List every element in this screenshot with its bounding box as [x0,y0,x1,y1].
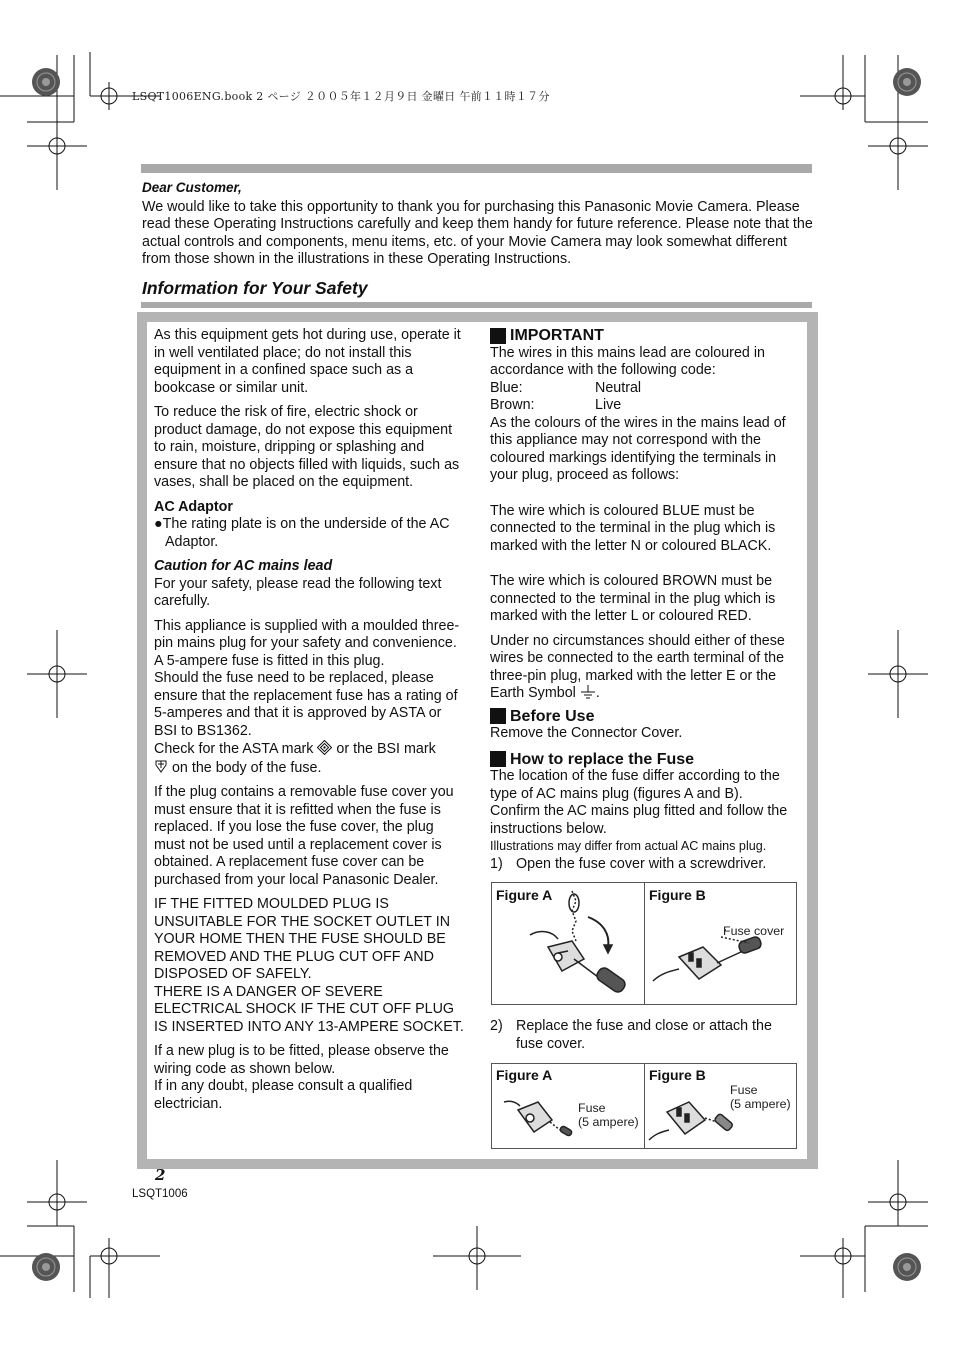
square-bullet-icon [490,328,506,344]
section-title: Information for Your Safety [142,278,368,298]
replace-paragraph-1: The location of the fuse differ according to the type of AC mains plug (figures A and B). [490,768,780,802]
figure-table-open-cover [491,882,797,1005]
wire-code-row [490,397,802,415]
important-title: IMPORTANT [510,327,604,344]
fuse-rating-paragraph: Should the fuse need to be replaced, please ensure that the replacement fuse has a rating of 5-amperes and that it is approved by ASTA or BSI to BS1362. [154,670,458,739]
figure-a-cell [492,1064,645,1148]
wire-meaning: Neutral [595,379,642,396]
electrician-paragraph: If in any doubt, please consult a qualified electrician. [154,1078,413,1112]
plug-screwdriver-illustration [512,889,642,1001]
wire-color: Brown: [490,397,535,413]
warning-shock: THERE IS A DANGER OF SEVERE ELECTRICAL SHOCK IF THE CUT OFF PLUG IS INSERTED INTO ANY 13-AMPERE SOCKET. [154,983,464,1035]
replace-fuse-title: How to replace the Fuse [510,750,695,768]
section-divider-bar [141,302,812,308]
wire-code-row [490,380,802,398]
bsi-text: or the BSI mark [336,741,436,757]
document-code: LSQT1006 [132,1188,188,1200]
ac-adaptor-heading: AC Adaptor [154,498,233,515]
moisture-paragraph: To reduce the risk of fire, electric shock or product damage, do not expose this equipment to rain, moisture, dripping or splashing and ensure that no objects filled with liquids, such as vases, shall be placed on the equipment. [154,404,460,490]
page-number: 2 [155,1166,166,1184]
right-column [490,327,802,873]
important-heading [490,327,802,345]
greeting: Dear Customer, [142,180,242,195]
brown-wire-paragraph: The wire which is coloured BROWN must be connected to the terminal in the plug which is marked with the letter L or coloured RED. [490,573,776,624]
asta-mark-icon [317,740,332,755]
ventilation-paragraph: As this equipment gets hot during use, operate it in well ventilated place; do not install this equipment in a confined space such as a bookcase or similar unit. [154,327,461,396]
earth-symbol-icon [580,685,596,699]
moulded-plug-paragraph: This appliance is supplied with a moulded three-pin mains plug for your safety and convenience. A 5-ampere fuse is fitted in this plug. [154,617,460,669]
step-text: Open the fuse cover with a screwdriver. [516,855,767,872]
square-bullet-icon [490,751,506,767]
fuse-body-text: on the body of the fuse. [171,759,322,776]
figure-b-cell [645,1064,796,1148]
fuse-label: Fuse [578,1101,606,1115]
illustration-note: Illustrations may differ from actual AC mains plug. [490,839,767,853]
before-use-paragraph: Remove the Connector Cover. [490,725,683,741]
step-1 [490,856,802,874]
intro-paragraph: We would like to take this opportunity to thank you for purchasing this Panasonic Movie Camera. Please read these Operating Instructions carefully and keep them handy for future reference. Please note that the actual controls and components, menu items, etc. of your Movie Camera may look somewhat different from those shown in the illustrations in these Operating Instructions. [142,199,813,268]
plug-b-fuse-illustration [647,1090,747,1146]
blue-wire-paragraph: The wire which is coloured BLUE must be connected to the terminal in the plug which is marked with the letter N or coloured BLACK. [490,502,776,554]
colours-paragraph: As the colours of the wires in the mains lead of this appliance may not correspond with the coloured markings identifying the terminals in your plug, proceed as follows: [490,414,786,483]
print-header-line: LSQT1006ENG.book 2 ページ ２００５年１２月９日 金曜日 午前１１時１７分 [132,90,550,103]
new-plug-paragraph: If a new plug is to be fitted, please observe the wiring code as shown below. [154,1043,449,1077]
step-number: 1) [490,855,503,872]
plug-b-screwdriver-illustration [651,929,771,999]
fuse-mark-paragraph [154,740,466,777]
fuse-rating-label: (5 ampere) [730,1097,791,1111]
figure-a-cell [492,883,645,1004]
wire-meaning: Live [595,397,622,413]
step-2-row [490,1018,802,1053]
fuse-cover-label: Fuse cover [723,924,785,938]
warning-unsuitable-plug: IF THE FITTED MOULDED PLUG IS UNSUITABLE FOR THE SOCKET OUTLET IN YOUR HOME THEN THE FUSE SHOULD BE REMOVED AND THE PLUG CUT OFF AND DISPOSED OF SAFELY. [154,896,451,982]
replace-paragraph-2: Confirm the AC mains plug fitted and follow the instructions below. [490,803,788,837]
important-paragraph: The wires in this mains lead are coloured in accordance with the following code: [490,344,765,378]
figure-a-label: Figure A [496,1067,553,1083]
caution-heading: Caution for AC mains lead [154,558,333,574]
figure-b-cell [645,883,796,1004]
replace-fuse-heading [490,751,802,769]
asta-text: Check for the ASTA mark [154,741,314,757]
top-divider-bar [141,164,812,173]
figure-b-label: Figure B [649,887,706,903]
before-use-title: Before Use [510,707,595,725]
ac-adaptor-bullet: ●The rating plate is on the underside of the AC Adaptor. [154,516,450,550]
left-column [154,327,466,1113]
step-number: 2) [490,1018,503,1034]
earth-paragraph: Under no circumstances should either of these wires be connected to the earth terminal of the three-pin plug, marked with the letter E or the Earth Symbol . [490,632,785,701]
figure-table-replace-fuse [491,1063,797,1149]
wire-color: Blue: [490,379,523,396]
before-use-heading [490,708,802,726]
step-2 [490,1018,802,1053]
fuse-label: Fuse [730,1083,758,1097]
step-text: Replace the fuse and close or attach the fuse cover. [516,1018,772,1052]
fuse-cover-paragraph: If the plug contains a removable fuse cover you must ensure that it is refitted when the fuse is replaced. If you lose the fuse cover, the plug must not be used until a replacement cover is obtained. A replacement fuse cover can be purchased from your local Panasonic Dealer. [154,784,454,888]
earth-text: Under no circumstances should either of these wires be connected to the earth terminal of the three-pin plug, marked with the letter E or the Earth Symbol [490,632,785,701]
plug-a-fuse-illustration [502,1088,582,1146]
figure-a-label: Figure A [496,887,553,903]
square-bullet-icon [490,708,506,724]
fuse-rating-label: (5 ampere) [578,1115,639,1129]
caution-paragraph: For your safety, please read the following text carefully. [154,575,442,609]
bsi-kitemark-icon [154,759,168,774]
figure-b-label: Figure B [649,1067,706,1083]
